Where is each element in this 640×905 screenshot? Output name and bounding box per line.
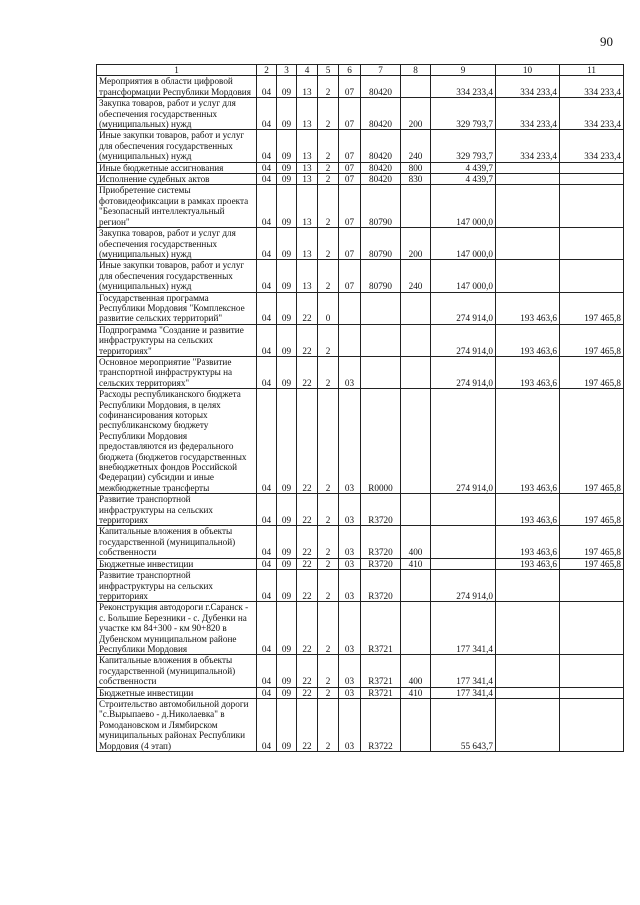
section-code-cell: 04: [257, 356, 277, 388]
subsection-code-cell: 09: [277, 558, 297, 569]
table-row: [97, 162, 624, 173]
subprogram-code-cell: 2: [318, 570, 339, 602]
row-name-cell: Основное мероприятие "Развитие транспортной инфраструктуры на сельских территориях": [97, 356, 257, 388]
table-row: [97, 698, 624, 751]
amount-col11-cell: 334 233,4: [560, 98, 624, 130]
section-code-cell: 04: [257, 389, 277, 494]
subprogram-code-cell: 2: [318, 228, 339, 260]
subsection-code-cell: 09: [277, 228, 297, 260]
column-header: 4: [297, 65, 318, 76]
subsection-code-cell: 09: [277, 570, 297, 602]
amount-col10-cell: 334 233,4: [496, 76, 560, 98]
amount-col10-cell: [496, 260, 560, 292]
amount-col11-cell: [560, 570, 624, 602]
table-row: [97, 324, 624, 356]
amount-col11-cell: [560, 655, 624, 687]
subsection-code-cell: 09: [277, 76, 297, 98]
table-row: [97, 98, 624, 130]
amount-col10-cell: [496, 687, 560, 698]
section-code-cell: 04: [257, 130, 277, 162]
expense-type-cell: 410: [401, 687, 431, 698]
expense-type-cell: [401, 292, 431, 324]
subsection-code-cell: 09: [277, 292, 297, 324]
amount-col11-cell: 334 233,4: [560, 130, 624, 162]
section-code-cell: 04: [257, 292, 277, 324]
direction-code-cell: 80790: [361, 260, 401, 292]
direction-code-cell: 80420: [361, 130, 401, 162]
subprogram-code-cell: 2: [318, 98, 339, 130]
subprogram-code-cell: 0: [318, 292, 339, 324]
row-name-cell: Развитие транспортной инфраструктуры на сельских территориях: [97, 570, 257, 602]
direction-code-cell: R3722: [361, 698, 401, 751]
program-code-cell: 22: [297, 292, 318, 324]
program-code-cell: 13: [297, 228, 318, 260]
column-header: 8: [401, 65, 431, 76]
expense-type-cell: [401, 324, 431, 356]
amount-col10-cell: [496, 602, 560, 655]
table-row: [97, 174, 624, 185]
column-header: 3: [277, 65, 297, 76]
amount-col9-cell: 55 643,7: [431, 698, 496, 751]
section-code-cell: 04: [257, 324, 277, 356]
subprogram-code-cell: 2: [318, 324, 339, 356]
measure-code-cell: 07: [339, 76, 361, 98]
section-code-cell: 04: [257, 570, 277, 602]
section-code-cell: 04: [257, 98, 277, 130]
table-row: [97, 389, 624, 494]
amount-col10-cell: [496, 174, 560, 185]
amount-col9-cell: 147 000,0: [431, 260, 496, 292]
row-name-cell: Подпрограмма "Создание и развитие инфраструктуры на сельских территориях": [97, 324, 257, 356]
amount-col9-cell: 147 000,0: [431, 185, 496, 228]
table-row: [97, 687, 624, 698]
row-name-cell: Закупка товаров, работ и услуг для обеспечения государственных (муниципальных) нужд: [97, 98, 257, 130]
row-name-cell: Государственная программа Республики Мордовия "Комплексное развитие сельских территорий": [97, 292, 257, 324]
subprogram-code-cell: 2: [318, 602, 339, 655]
section-code-cell: 04: [257, 76, 277, 98]
amount-col11-cell: [560, 228, 624, 260]
subsection-code-cell: 09: [277, 494, 297, 526]
amount-col9-cell: 274 914,0: [431, 570, 496, 602]
measure-code-cell: 07: [339, 98, 361, 130]
column-header: 6: [339, 65, 361, 76]
measure-code-cell: [339, 292, 361, 324]
measure-code-cell: 07: [339, 260, 361, 292]
amount-col9-cell: 274 914,0: [431, 292, 496, 324]
row-name-cell: Иные закупки товаров, работ и услуг для обеспечения государственных (муниципальных) нужд: [97, 130, 257, 162]
row-name-cell: Закупка товаров, работ и услуг для обеспечения государственных (муниципальных) нужд: [97, 228, 257, 260]
measure-code-cell: 03: [339, 356, 361, 388]
program-code-cell: 13: [297, 260, 318, 292]
amount-col10-cell: 193 463,6: [496, 324, 560, 356]
amount-col10-cell: [496, 698, 560, 751]
table-row: [97, 185, 624, 228]
program-code-cell: 13: [297, 98, 318, 130]
measure-code-cell: 03: [339, 698, 361, 751]
table-row: [97, 292, 624, 324]
amount-col9-cell: [431, 526, 496, 558]
subprogram-code-cell: 2: [318, 687, 339, 698]
program-code-cell: 22: [297, 570, 318, 602]
column-header: 2: [257, 65, 277, 76]
amount-col10-cell: 334 233,4: [496, 130, 560, 162]
program-code-cell: 22: [297, 389, 318, 494]
subsection-code-cell: 09: [277, 98, 297, 130]
row-name-cell: Расходы республиканского бюджета Республики Мордовия, в целях софинансирования которых республиканскому бюджету Республики Мордовия предоставляются из федерального бюджета (бюджетов государственных внебюджетных фондов Российской Федерации) субсидии и иные межбюджетные трансферты: [97, 389, 257, 494]
amount-col10-cell: 193 463,6: [496, 389, 560, 494]
amount-col10-cell: 193 463,6: [496, 292, 560, 324]
direction-code-cell: [361, 292, 401, 324]
table-row: [97, 494, 624, 526]
measure-code-cell: [339, 324, 361, 356]
amount-col9-cell: 274 914,0: [431, 389, 496, 494]
measure-code-cell: 03: [339, 526, 361, 558]
table-row: [97, 602, 624, 655]
table-row: [97, 260, 624, 292]
section-code-cell: 04: [257, 494, 277, 526]
subprogram-code-cell: 2: [318, 76, 339, 98]
measure-code-cell: 03: [339, 655, 361, 687]
budget-table: [96, 64, 624, 752]
amount-col9-cell: 4 439,7: [431, 174, 496, 185]
column-header: 1: [97, 65, 257, 76]
amount-col9-cell: 4 439,7: [431, 162, 496, 173]
subsection-code-cell: 09: [277, 356, 297, 388]
direction-code-cell: R3720: [361, 570, 401, 602]
measure-code-cell: 03: [339, 570, 361, 602]
subprogram-code-cell: 2: [318, 356, 339, 388]
direction-code-cell: R3721: [361, 602, 401, 655]
subsection-code-cell: 09: [277, 602, 297, 655]
column-header: 11: [560, 65, 624, 76]
direction-code-cell: R3721: [361, 655, 401, 687]
direction-code-cell: R3721: [361, 687, 401, 698]
row-name-cell: Реконструкция автодороги г.Саранск - с. Большие Березники - с. Дубенки на участке км 84+300 - км 90+820 в Дубенском муниципальном районе Республики Мордовия: [97, 602, 257, 655]
subprogram-code-cell: 2: [318, 260, 339, 292]
subsection-code-cell: 09: [277, 174, 297, 185]
amount-col9-cell: 274 914,0: [431, 356, 496, 388]
direction-code-cell: [361, 324, 401, 356]
expense-type-cell: [401, 494, 431, 526]
subprogram-code-cell: 2: [318, 558, 339, 569]
measure-code-cell: 03: [339, 389, 361, 494]
direction-code-cell: R3720: [361, 494, 401, 526]
expense-type-cell: 240: [401, 260, 431, 292]
subprogram-code-cell: 2: [318, 174, 339, 185]
amount-col9-cell: 177 341,4: [431, 655, 496, 687]
row-name-cell: Приобретение системы фотовидеофиксации в рамках проекта "Безопасный интеллектуальный регион": [97, 185, 257, 228]
amount-col11-cell: 197 465,8: [560, 526, 624, 558]
program-code-cell: 22: [297, 494, 318, 526]
amount-col11-cell: [560, 698, 624, 751]
section-code-cell: 04: [257, 526, 277, 558]
amount-col10-cell: 193 463,6: [496, 494, 560, 526]
expense-type-cell: 200: [401, 98, 431, 130]
subsection-code-cell: 09: [277, 324, 297, 356]
amount-col10-cell: [496, 228, 560, 260]
amount-col11-cell: 197 465,8: [560, 494, 624, 526]
amount-col11-cell: 197 465,8: [560, 558, 624, 569]
section-code-cell: 04: [257, 655, 277, 687]
table-row: [97, 356, 624, 388]
program-code-cell: 22: [297, 687, 318, 698]
program-code-cell: 22: [297, 558, 318, 569]
direction-code-cell: R0000: [361, 389, 401, 494]
amount-col10-cell: 193 463,6: [496, 558, 560, 569]
measure-code-cell: 07: [339, 174, 361, 185]
program-code-cell: 13: [297, 174, 318, 185]
measure-code-cell: 03: [339, 602, 361, 655]
expense-type-cell: 800: [401, 162, 431, 173]
amount-col11-cell: [560, 174, 624, 185]
measure-code-cell: 03: [339, 558, 361, 569]
measure-code-cell: 07: [339, 130, 361, 162]
subprogram-code-cell: 2: [318, 526, 339, 558]
program-code-cell: 13: [297, 130, 318, 162]
direction-code-cell: [361, 356, 401, 388]
subsection-code-cell: 09: [277, 687, 297, 698]
subprogram-code-cell: 2: [318, 655, 339, 687]
direction-code-cell: R3720: [361, 526, 401, 558]
amount-col10-cell: [496, 655, 560, 687]
measure-code-cell: 07: [339, 228, 361, 260]
column-header: 10: [496, 65, 560, 76]
program-code-cell: 22: [297, 602, 318, 655]
expense-type-cell: 400: [401, 655, 431, 687]
subprogram-code-cell: 2: [318, 698, 339, 751]
expense-type-cell: [401, 185, 431, 228]
amount-col9-cell: 329 793,7: [431, 130, 496, 162]
subprogram-code-cell: 2: [318, 162, 339, 173]
amount-col9-cell: 329 793,7: [431, 98, 496, 130]
amount-col11-cell: 197 465,8: [560, 356, 624, 388]
program-code-cell: 22: [297, 356, 318, 388]
amount-col9-cell: [431, 494, 496, 526]
column-header: 5: [318, 65, 339, 76]
row-name-cell: Иные бюджетные ассигнования: [97, 162, 257, 173]
amount-col10-cell: 334 233,4: [496, 98, 560, 130]
direction-code-cell: 80420: [361, 174, 401, 185]
subsection-code-cell: 09: [277, 655, 297, 687]
program-code-cell: 22: [297, 655, 318, 687]
expense-type-cell: 830: [401, 174, 431, 185]
program-code-cell: 13: [297, 162, 318, 173]
direction-code-cell: 80790: [361, 185, 401, 228]
amount-col9-cell: 147 000,0: [431, 228, 496, 260]
amount-col11-cell: 197 465,8: [560, 292, 624, 324]
amount-col10-cell: [496, 185, 560, 228]
program-code-cell: 13: [297, 76, 318, 98]
subprogram-code-cell: 2: [318, 130, 339, 162]
expense-type-cell: [401, 570, 431, 602]
direction-code-cell: R3720: [361, 558, 401, 569]
program-code-cell: 22: [297, 698, 318, 751]
amount-col9-cell: 177 341,4: [431, 602, 496, 655]
section-code-cell: 04: [257, 687, 277, 698]
subsection-code-cell: 09: [277, 389, 297, 494]
row-name-cell: Капитальные вложения в объекты государственной (муниципальной) собственности: [97, 655, 257, 687]
subprogram-code-cell: 2: [318, 185, 339, 228]
amount-col10-cell: [496, 570, 560, 602]
page-number: 90: [600, 34, 613, 49]
row-name-cell: Строительство автомобильной дороги "с.Вырыпаево - д.Николаевка" в Ромодановском и Лямбирском муниципальных районах Республики Мордовия (4 этап): [97, 698, 257, 751]
expense-type-cell: [401, 389, 431, 494]
subsection-code-cell: 09: [277, 260, 297, 292]
expense-type-cell: 410: [401, 558, 431, 569]
section-code-cell: 04: [257, 698, 277, 751]
subprogram-code-cell: 2: [318, 494, 339, 526]
measure-code-cell: 07: [339, 185, 361, 228]
table-row: [97, 76, 624, 98]
table-row: [97, 558, 624, 569]
section-code-cell: 04: [257, 162, 277, 173]
section-code-cell: 04: [257, 228, 277, 260]
section-code-cell: 04: [257, 260, 277, 292]
expense-type-cell: 400: [401, 526, 431, 558]
row-name-cell: Капитальные вложения в объекты государственной (муниципальной) собственности: [97, 526, 257, 558]
column-header: 9: [431, 65, 496, 76]
amount-col11-cell: [560, 185, 624, 228]
table-row: [97, 655, 624, 687]
amount-col11-cell: [560, 260, 624, 292]
amount-col9-cell: [431, 558, 496, 569]
subsection-code-cell: 09: [277, 526, 297, 558]
expense-type-cell: [401, 76, 431, 98]
measure-code-cell: 03: [339, 687, 361, 698]
header-row: [97, 65, 624, 76]
row-name-cell: Бюджетные инвестиции: [97, 558, 257, 569]
program-code-cell: 22: [297, 526, 318, 558]
measure-code-cell: 03: [339, 494, 361, 526]
row-name-cell: Бюджетные инвестиции: [97, 687, 257, 698]
amount-col11-cell: 334 233,4: [560, 76, 624, 98]
section-code-cell: 04: [257, 185, 277, 228]
direction-code-cell: 80420: [361, 76, 401, 98]
expense-type-cell: 240: [401, 130, 431, 162]
expense-type-cell: [401, 698, 431, 751]
row-name-cell: Развитие транспортной инфраструктуры на сельских территориях: [97, 494, 257, 526]
amount-col9-cell: 334 233,4: [431, 76, 496, 98]
section-code-cell: 04: [257, 602, 277, 655]
expense-type-cell: 200: [401, 228, 431, 260]
row-name-cell: Исполнение судебных актов: [97, 174, 257, 185]
section-code-cell: 04: [257, 174, 277, 185]
row-name-cell: Мероприятия в области цифровой трансформации Республики Мордовия: [97, 76, 257, 98]
amount-col11-cell: 197 465,8: [560, 389, 624, 494]
amount-col11-cell: [560, 687, 624, 698]
direction-code-cell: 80790: [361, 228, 401, 260]
table-row: [97, 130, 624, 162]
subsection-code-cell: 09: [277, 130, 297, 162]
amount-col9-cell: 177 341,4: [431, 687, 496, 698]
expense-type-cell: [401, 602, 431, 655]
amount-col11-cell: [560, 602, 624, 655]
amount-col10-cell: 193 463,6: [496, 356, 560, 388]
amount-col10-cell: 193 463,6: [496, 526, 560, 558]
column-header: 7: [361, 65, 401, 76]
direction-code-cell: 80420: [361, 162, 401, 173]
section-code-cell: 04: [257, 558, 277, 569]
amount-col10-cell: [496, 162, 560, 173]
subprogram-code-cell: 2: [318, 389, 339, 494]
program-code-cell: 22: [297, 324, 318, 356]
table-row: [97, 228, 624, 260]
amount-col11-cell: 197 465,8: [560, 324, 624, 356]
expense-type-cell: [401, 356, 431, 388]
row-name-cell: Иные закупки товаров, работ и услуг для обеспечения государственных (муниципальных) нужд: [97, 260, 257, 292]
direction-code-cell: 80420: [361, 98, 401, 130]
amount-col11-cell: [560, 162, 624, 173]
program-code-cell: 13: [297, 185, 318, 228]
amount-col9-cell: 274 914,0: [431, 324, 496, 356]
table-row: [97, 570, 624, 602]
subsection-code-cell: 09: [277, 162, 297, 173]
measure-code-cell: 07: [339, 162, 361, 173]
table-row: [97, 526, 624, 558]
subsection-code-cell: 09: [277, 185, 297, 228]
subsection-code-cell: 09: [277, 698, 297, 751]
